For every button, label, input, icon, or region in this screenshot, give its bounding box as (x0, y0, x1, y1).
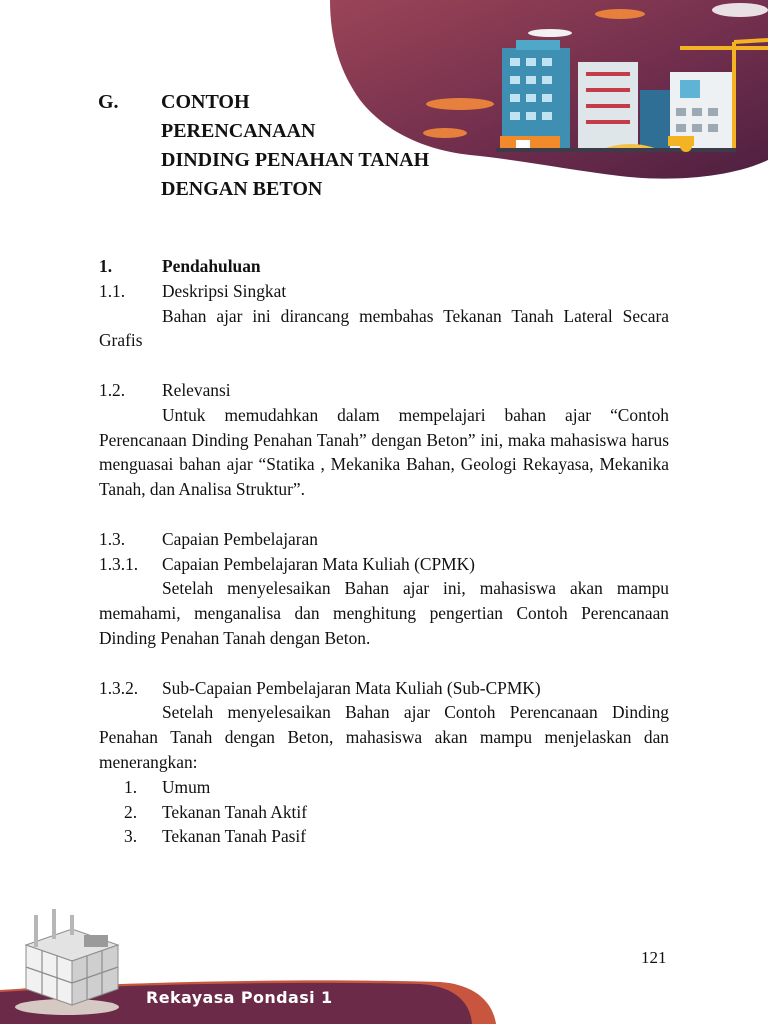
subsection-title: Sub-Capaian Pembelajaran Mata Kuliah (Sub-CPMK) (162, 677, 541, 698)
subsection-heading (99, 527, 669, 552)
paragraph-relevansi: Untuk memudahkan dalam mempelajari bahan ajar “Contoh Perencanaan Dinding Penahan Tanah” dengan Beton” ini, maka mahasiswa harus menguasai bahan ajar “Statika , Mekanika Bahan, Geologi Rekayasa, Mekanika Tanah, dan Analisa Struktur”. (99, 404, 669, 500)
list-item-text: Tekanan Tanah Aktif (162, 801, 308, 822)
page-number: 121 (641, 948, 667, 967)
subsection-title: Relevansi (162, 379, 231, 400)
subsection-title: Deskripsi Singkat (162, 280, 287, 301)
chapter-letter: G. (98, 91, 119, 113)
subsection-title: Capaian Pembelajaran (162, 528, 318, 549)
subsection-heading (99, 279, 669, 304)
subsection-number: 1.2. (99, 379, 126, 400)
subsection-number: 1.3.2. (99, 677, 139, 698)
paragraph-sub-cpmk: Setelah menyelesaikan Bahan ajar Contoh Perencanaan Dinding Penahan Tanah dengan Beton, mahasiswa akan mampu menjelaskan dan menerangkan: (99, 702, 669, 772)
list-item-number: 3. (124, 826, 138, 847)
section-heading (99, 254, 669, 279)
list-item-number: 2. (124, 801, 138, 822)
subsection-number: 1.1. (99, 280, 126, 301)
list-item-text: Tekanan Tanah Pasif (162, 826, 307, 847)
building-frame-illustration (12, 905, 127, 1017)
subsection-heading (99, 378, 669, 403)
subsection-number: 1.3. (99, 528, 126, 549)
paragraph-cpmk: Setelah menyelesaikan Bahan ajar ini, mahasiswa akan mampu memahami, menganalisa dan menghitung pengertian Contoh Perencanaan Dinding Penahan Tanah dengan Beton. (99, 578, 669, 648)
chapter-title: CONTOH PERENCANAAN DINDING PENAHAN TANAH DENGAN BETON (161, 91, 430, 200)
paragraph-deskripsi: Bahan ajar ini dirancang membahas Tekanan Tanah Lateral Secara Grafis (99, 305, 669, 351)
section-number: 1. (99, 256, 113, 276)
subsection-number: 1.3.1. (99, 553, 139, 574)
list-item (99, 800, 669, 825)
list-item-number: 1. (124, 776, 138, 797)
list-item (99, 824, 669, 849)
subsection-heading (99, 676, 669, 701)
body-content (99, 254, 669, 849)
subsection-title: Capaian Pembelajaran Mata Kuliah (CPMK) (162, 553, 475, 574)
numbered-list (99, 775, 669, 849)
list-item-text: Umum (162, 776, 211, 797)
list-item (99, 775, 669, 800)
subsection-heading (99, 552, 669, 577)
footer-book-title: Rekayasa Pondasi 1 (146, 988, 333, 1007)
section-title: Pendahuluan (162, 256, 261, 276)
